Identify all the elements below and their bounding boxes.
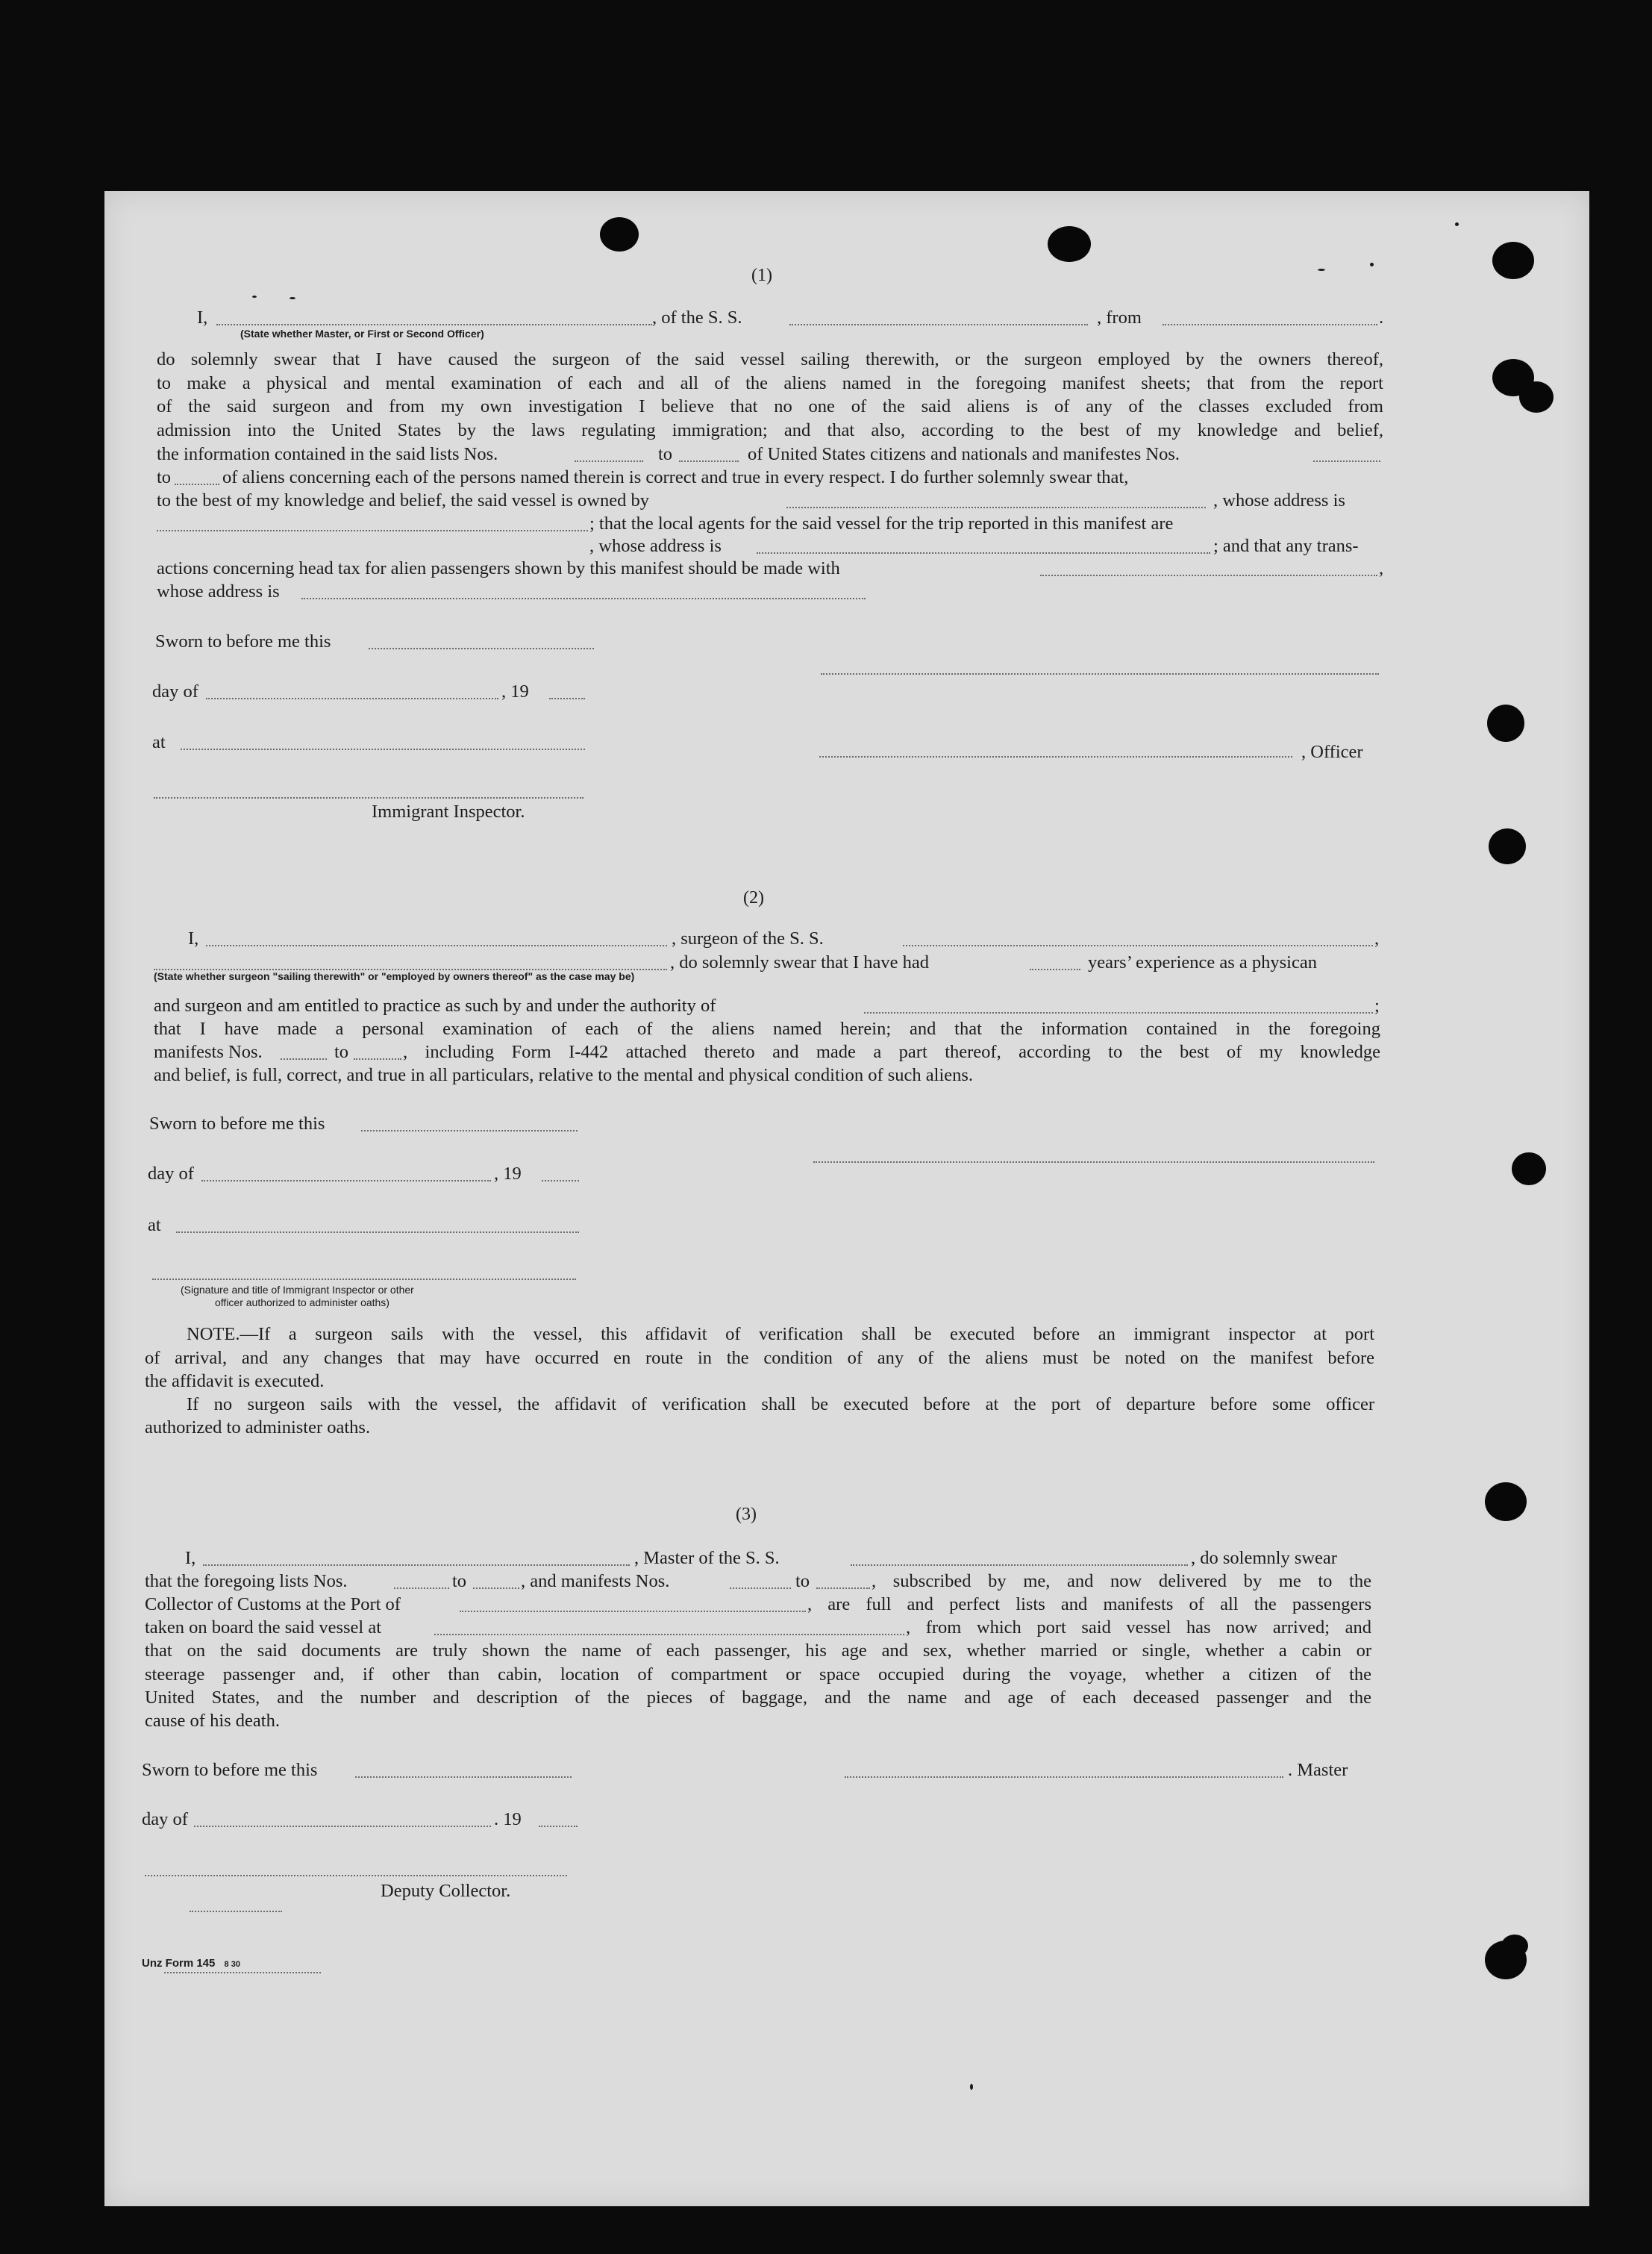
fill-line-s2-vessel[interactable] — [903, 945, 1373, 946]
fill-line-deputy-signature[interactable] — [145, 1875, 567, 1876]
punch-hole — [1519, 381, 1554, 413]
s1-day-of: day of — [152, 681, 198, 702]
fill-line-s3-manifests-from[interactable] — [730, 1588, 791, 1589]
fill-line-s2-manifests-to[interactable] — [354, 1058, 401, 1060]
s1-agents: ; that the local agents for the said vessel for the trip reported in this manifest are — [589, 513, 1174, 534]
s2-l1-c: , — [1374, 928, 1380, 949]
section-2-number: (2) — [743, 888, 764, 908]
speck — [252, 296, 257, 298]
form-number — [142, 1957, 240, 1970]
s3-l2-c: , and manifests Nos. — [521, 1571, 670, 1591]
s1-para-line: admission into the United States by the laws regulating immigration; and that also, according to the best of my knowledge and belief, — [157, 420, 1383, 440]
form-code: 8 30 — [224, 1960, 240, 1969]
s2-l2-a: , do solemnly swear that I have had — [670, 952, 929, 973]
s2-note-end: the affidavit is executed. — [145, 1371, 325, 1391]
fill-line-day-month[interactable] — [206, 698, 498, 699]
s3-deputy: Deputy Collector. — [381, 1881, 511, 1901]
fill-line-boarded-at[interactable] — [434, 1634, 904, 1635]
s1-officer: , Officer — [1301, 742, 1363, 762]
s2-sig-note-1: (Signature and title of Immigrant Inspector or other — [181, 1284, 414, 1296]
punch-hole — [1489, 828, 1526, 864]
fill-line-owner-address[interactable] — [157, 530, 588, 531]
s1-inspector: Immigrant Inspector. — [372, 802, 525, 822]
s2-l6: and belief, is full, correct, and true in all particulars, relative to the mental and physical condition of such aliens. — [154, 1065, 974, 1085]
fill-line-sworn-date[interactable] — [369, 648, 594, 649]
speck — [970, 2084, 973, 2090]
fill-line-head-tax-address[interactable] — [301, 598, 866, 599]
s3-l4-a: taken on board the said vessel at — [145, 1617, 382, 1638]
s1-year: , 19 — [501, 681, 529, 702]
s2-note-line: of arrival, and any changes that may have occurred en route in the condition of any of the aliens must be noted on the manifest before — [145, 1348, 1374, 1368]
fill-line-s3-sworn-date[interactable] — [355, 1776, 572, 1778]
s1-best-b: , whose address is — [1213, 490, 1345, 511]
s1-para-line: do solemnly swear that I have caused the surgeon of the said vessel sailing therewith, or the surgeon employed by the owners thereof, — [157, 349, 1383, 369]
fill-line-s2-sworn-date[interactable] — [361, 1130, 578, 1131]
fill-line-master-signature[interactable] — [845, 1776, 1283, 1778]
fill-line-master-name[interactable] — [203, 1564, 630, 1566]
s1-whose-a: , whose address is — [589, 536, 722, 556]
s3-l3-a: Collector of Customs at the Port of — [145, 1594, 401, 1614]
s1-info-b: to — [658, 444, 673, 464]
fill-line-at-place[interactable] — [181, 749, 585, 750]
fill-line-s3-lists-from[interactable] — [394, 1588, 449, 1589]
fill-line-years-experience[interactable] — [1030, 969, 1080, 970]
punch-hole — [1487, 705, 1524, 742]
s1-actions-b: , — [1379, 558, 1384, 578]
fill-line-authority[interactable] — [864, 1012, 1373, 1014]
fill-line-s2-day-month[interactable] — [201, 1180, 491, 1181]
s1-info-c: of United States citizens and nationals and manifestes Nos. — [748, 444, 1180, 464]
rule-mark — [164, 1972, 321, 1973]
s2-l3-a: and surgeon and am entitled to practice as such by and under the authority of — [154, 996, 716, 1016]
fill-line-lists-from[interactable] — [575, 461, 643, 462]
speck — [1370, 263, 1374, 266]
fill-line-year[interactable] — [549, 698, 585, 699]
fill-line-s2-at-place[interactable] — [176, 1231, 579, 1233]
s3-day-of: day of — [142, 1809, 188, 1829]
s3-l1-c: , do solemnly swear — [1191, 1548, 1337, 1568]
s3-para-line: United States, and the number and description of the pieces of baggage, and the name and age of each deceased passenger and the — [145, 1688, 1371, 1708]
s2-para-line: that I have made a personal examination of each of the aliens named herein; and that the information contained in the foregoing — [154, 1019, 1380, 1039]
fill-line-manifests-from[interactable] — [1313, 461, 1380, 462]
form-number-text: Unz Form 145 — [142, 1957, 216, 1970]
s3-l3-b: , are full and perfect lists and manifests of all the passengers — [807, 1594, 1371, 1614]
s1-to-a: to — [157, 467, 172, 487]
s2-year: , 19 — [494, 1164, 522, 1184]
fill-line-head-tax-party[interactable] — [1040, 575, 1377, 576]
s1-l1-a: I, — [197, 307, 208, 328]
speck — [290, 297, 295, 299]
fill-line-s2-inspector-signature[interactable] — [152, 1279, 576, 1280]
fill-line-port-of[interactable] — [460, 1611, 806, 1612]
s1-sworn: Sworn to before me this — [155, 631, 331, 652]
s1-whose-b: ; and that any trans- — [1213, 536, 1359, 556]
s3-l2-a: that the foregoing lists Nos. — [145, 1571, 348, 1591]
s3-para-line: steerage passenger and, if other than cabin, location of compartment or space occupied during the voyage, whether a citizen of the — [145, 1664, 1371, 1685]
s1-to-b: of aliens concerning each of the persons named therein is correct and true in every respect. I do further solemnly swear that, — [222, 467, 1129, 487]
s1-actions-a: actions concerning head tax for alien passengers shown by this manifest should be made with — [157, 558, 840, 578]
s2-l2-b: years’ experience as a physican — [1088, 952, 1317, 973]
s1-l1-c: , from — [1097, 307, 1142, 328]
punch-hole — [1512, 1152, 1546, 1185]
s1-best-a: to the best of my knowledge and belief, the said vessel is owned by — [157, 490, 649, 511]
s1-para-line: to make a physical and mental examination of each and all of the aliens named in the foregoing manifest sheets; that from the report — [157, 373, 1383, 393]
s2-l5-b: to — [334, 1042, 349, 1062]
punch-hole — [600, 217, 639, 252]
fill-line-s2-manifests-from[interactable] — [281, 1058, 327, 1060]
s3-master: . Master — [1288, 1760, 1348, 1780]
s3-sworn: Sworn to before me this — [142, 1760, 318, 1780]
fill-line-from-port[interactable] — [1163, 324, 1377, 325]
s2-note-line: NOTE.—If a surgeon sails with the vessel, this affidavit of verification shall be executed before an immigrant inspector at port — [187, 1324, 1374, 1344]
fill-line-officer-name[interactable] — [216, 324, 652, 325]
s3-para-line: that on the said documents are truly shown the name of each passenger, his age and sex, whether married or single, whether a cabin or — [145, 1640, 1371, 1661]
s3-l2-e: , subscribed by me, and now delivered by me to the — [872, 1571, 1371, 1591]
fill-line-agents-address[interactable] — [757, 552, 1210, 554]
s3-year: . 19 — [494, 1809, 522, 1829]
s1-addr: whose address is — [157, 581, 280, 602]
s3-last: cause of his death. — [145, 1711, 280, 1731]
s2-note2-line: If no surgeon sails with the vessel, the affidavit of verification shall be executed before at the port of departure before some officer — [187, 1394, 1374, 1414]
s3-l2-b: to — [452, 1571, 467, 1591]
s2-day-of: day of — [148, 1164, 194, 1184]
section-1-number: (1) — [751, 266, 772, 285]
s1-l1-b: , of the S. S. — [652, 307, 742, 328]
s1-l1-d: . — [1379, 307, 1384, 328]
s3-l4-b: , from which port said vessel has now arrived; and — [906, 1617, 1371, 1638]
fill-line-vessel-name[interactable] — [789, 324, 1088, 325]
speck — [1455, 222, 1459, 226]
fill-line-s3-lists-to[interactable] — [473, 1588, 519, 1589]
fill-line-s3-manifests-to[interactable] — [816, 1588, 870, 1589]
s2-sworn: Sworn to before me this — [149, 1114, 325, 1134]
s3-l1-a: I, — [185, 1548, 196, 1568]
punch-hole — [1485, 1482, 1527, 1521]
s2-note2-end: authorized to administer oaths. — [145, 1417, 371, 1437]
fill-line-officer-title[interactable] — [819, 756, 1292, 758]
s1-info-a: the information contained in the said lists Nos. — [157, 444, 498, 464]
s2-at: at — [148, 1215, 161, 1235]
fill-line-surgeon-signature[interactable] — [813, 1161, 1374, 1163]
rule-mark — [190, 1911, 282, 1912]
s2-l5-c: , including Form I-442 attached thereto and made a part thereof, according to the best of my knowledge — [403, 1042, 1380, 1062]
punch-hole — [1048, 226, 1091, 262]
fill-line-officer-signature[interactable] — [821, 673, 1379, 675]
s1-officer-note: (State whether Master, or First or Second Officer) — [240, 328, 484, 340]
fill-line-s3-year[interactable] — [539, 1826, 578, 1827]
s3-l1-b: , Master of the S. S. — [634, 1548, 780, 1568]
fill-line-owner[interactable] — [786, 507, 1206, 508]
fill-line-s3-day-month[interactable] — [194, 1826, 491, 1827]
punch-hole — [1492, 242, 1534, 279]
s2-l1-a: I, — [188, 928, 199, 949]
s1-at: at — [152, 732, 166, 752]
s2-l5-a: manifests Nos. — [154, 1042, 263, 1062]
speck — [1318, 269, 1325, 271]
s2-sig-note-2: officer authorized to administer oaths) — [215, 1296, 389, 1308]
s2-l3-b: ; — [1374, 996, 1380, 1016]
s2-surgeon-note: (State whether surgeon "sailing therewith" or "employed by owners thereof" as the case may be) — [154, 970, 635, 982]
section-3-number: (3) — [736, 1505, 757, 1524]
s1-para-line: of the said surgeon and from my own investigation I believe that no one of the said aliens is of any of the classes excluded from — [157, 396, 1383, 416]
punch-hole — [1501, 1935, 1528, 1957]
s3-l2-d: to — [795, 1571, 810, 1591]
fill-line-lists-to[interactable] — [679, 461, 739, 462]
fill-line-inspector-signature[interactable] — [154, 797, 583, 799]
s2-l1-b: , surgeon of the S. S. — [672, 928, 824, 949]
fill-line-surgeon-name[interactable] — [206, 945, 667, 946]
fill-line-manifests-to[interactable] — [175, 484, 219, 485]
fill-line-s3-vessel[interactable] — [851, 1564, 1188, 1566]
fill-line-s2-year[interactable] — [542, 1180, 579, 1181]
